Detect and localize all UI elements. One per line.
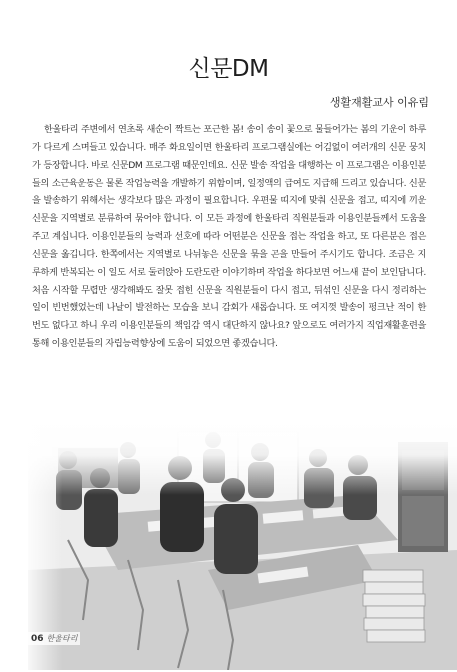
page-number: 06 [31, 634, 44, 644]
article-author: 생활재활교사 이유림 [329, 96, 429, 109]
activity-photo [28, 420, 457, 670]
page-footer [28, 632, 80, 645]
magazine-name: 한울타리 [46, 634, 78, 643]
article-body [32, 121, 426, 353]
article-title: 신문DM [188, 56, 269, 82]
body-paragraph: 한울타리 주변에서 연초록 새순이 짝트는 포근한 봄! 송이 송이 꽃으로 물들어가는 봄의 기운이 하루가 다르게 스며들고 있습니다. 매주 화요일이면 한울타리 프로그램실에는 어김없이 여러개의 신문 뭉치가 등장합니다. 바로 신문DM 프로그램 때문인데요. 신문 발송 작업을 대행하는 이 프로그램은 이용인분들의 소근육운동은 물론 작업능력을 개발하기 위함이며, 일정액의 급여도 지급해 드리고 있습니다. 신문을 발송하기 위해서는 생각보다 많은 과정이 필요합니다. 우편물 띠지에 맞춰 신문을 접고, 띠지에 끼운 신문을 지역별로 분류하여 묶어야 합니다. 이 모든 과정에 한울타리 직원분들과 이용인분들께서 도움을 주고 계십니다. 이용인분들의 능력과 선호에 따라 어떤분은 신문을 접는 작업을 하고, 또 다른분은 접은 신문을 옮깁니다. 한쪽에서는 지역별로 나뉘놓은 신문을 묶을 곤을 만들어 주시기도 합니다. 조금은 지루하게 반복되는 이 일도 서로 둘러앉아 도란도란 이야기하며 작업을 하다보면 어느새 끝이 보인답니다. 처음 시작할 무렵만 생각해봐도 잘못 접힌 신문을 직원분들이 다시 접고, 뒤섞인 신문을 다시 정리하는 일이 빈번했었는데 나날이 발전하는 모습을 보니 감회가 새롭습니다. 또 여지껏 발송이 펑크난 적이 한번도 없다고 하니 우리 이용인분들의 책임감 역시 대단하지 않나요? 앞으로도 여러가지 직업재활훈련을 통해 이용인분들의 자립능력향상에 도움이 되었으면 좋겠습니다. [32, 124, 426, 350]
